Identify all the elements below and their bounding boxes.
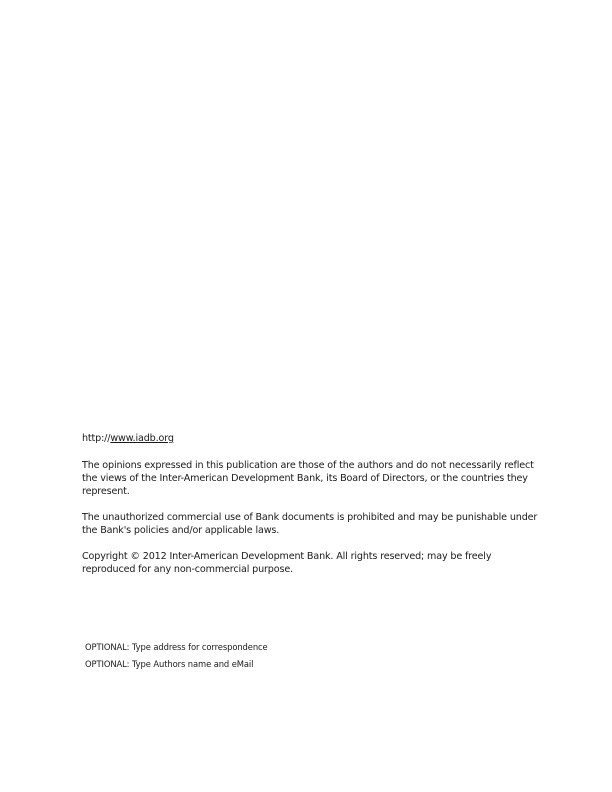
- copyright-notice: [82, 550, 542, 576]
- optional-address-placeholder: OPTIONAL: Type address for correspondence: [85, 642, 268, 652]
- optional-authors-placeholder: OPTIONAL: Type Authors name and eMail: [85, 659, 254, 669]
- opinions-disclaimer: [82, 459, 542, 498]
- opinions-text: The opinions expressed in this publication are those of the authors and do not necessarily reflect the views of the Inter-American Development Bank, its Board of Directors, or the countries they represent.: [82, 460, 534, 497]
- unauthorized-text: The unauthorized commercial use of Bank documents is prohibited and may be punishable under the Bank's policies and/or applicable laws.: [82, 512, 538, 536]
- copyright-text: Copyright © 2012 Inter-American Development Bank. All rights reserved; may be freely reproduced for any non-commercial purpose.: [82, 551, 492, 575]
- url-prefix: http://: [82, 433, 111, 444]
- iadb-link[interactable]: www.iadb.org: [110, 433, 174, 444]
- website-url: [82, 432, 174, 445]
- unauthorized-use-notice: [82, 511, 552, 537]
